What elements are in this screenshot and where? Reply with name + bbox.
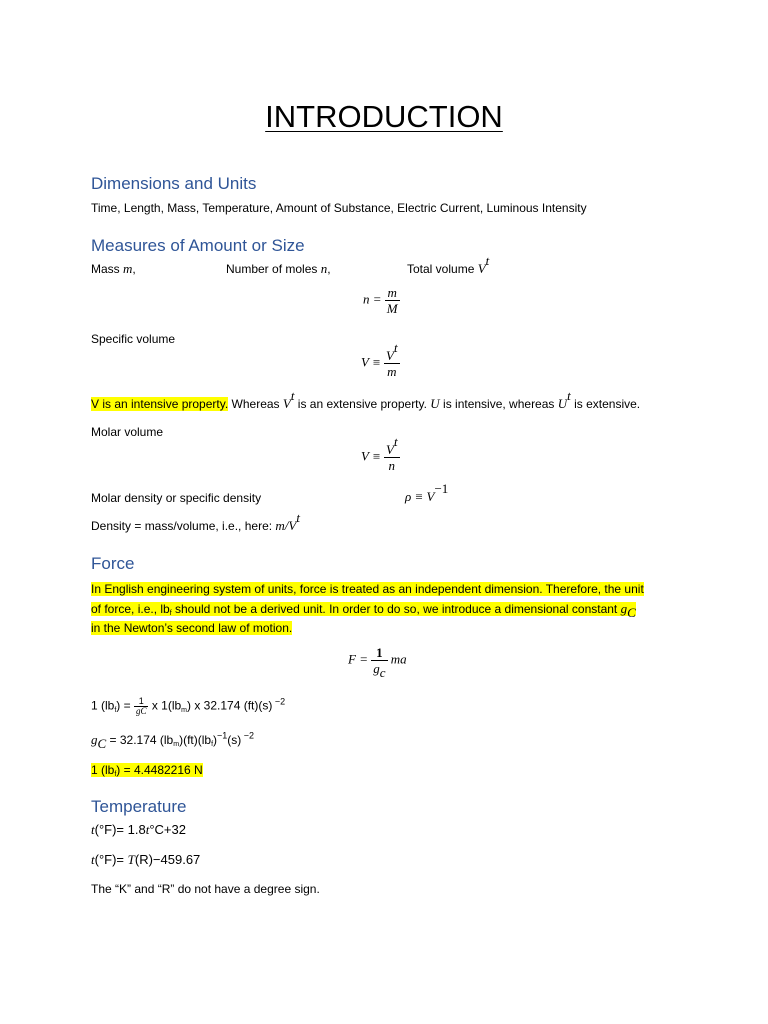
- gc-value: $g_C = 32.174$ $(lb_m)(ft)(lb_f)^{-1}(s)$ $^{-2}$: [91, 730, 255, 751]
- molar-density-label: Molar density or specific density: [91, 491, 262, 505]
- equation-moles: n = $\frac{m}{M}$: [363, 285, 398, 316]
- equation-newton-second-law: F = $\frac{1}{g_c}$ ma: [348, 645, 407, 680]
- dimensions-list: Time, Length, Mass, Temperature, Amount of Substance, Electric Current, Luminous Intensity: [91, 201, 587, 215]
- degree-sign-note: The “K” and “R” do not have a degree sign.: [91, 882, 320, 896]
- pound-force-conversion: 1 $(lb_f)$ = $\frac{1}{gC}$ x $1(lb_m)$ x 32.174 (ft)(s) $^{-2}$: [91, 696, 286, 716]
- temperature-equation-rankine: t(°F)= T(R)−459.67: [91, 852, 201, 867]
- moles-label: Number of moles n,: [226, 261, 331, 276]
- heading-force: Force: [91, 554, 135, 573]
- temperature-equation-celsius: t(°F)= 1.8t°C+32: [91, 822, 186, 837]
- equation-molar-volume: V ≡ $\frac{V^t}{n}$: [361, 434, 398, 473]
- equation-specific-volume: V ≡ $\frac{V^t}{m}$: [361, 340, 398, 379]
- mass-label: Mass m,: [91, 261, 136, 276]
- density-definition: Density = mass/volume, i.e., here: $m/V^t$: [91, 510, 300, 533]
- total-volume-label: Total volume $V^t$: [407, 253, 490, 276]
- heading-dimensions-and-units: Dimensions and Units: [91, 174, 257, 193]
- page-title: INTRODUCTION: [265, 99, 503, 134]
- equation-molar-density: $\rho \equiv V^{-1}$: [405, 481, 449, 504]
- heading-measures-of-amount: Measures of Amount or Size: [91, 236, 305, 255]
- molar-volume-label: Molar volume: [91, 425, 164, 439]
- heading-temperature: Temperature: [91, 797, 187, 816]
- specific-volume-label: Specific volume: [91, 332, 176, 346]
- pound-force-newtons: 1 $(lb_f) = 4.4482216$ N: [91, 763, 203, 779]
- intensive-property-sentence: V is an intensive property. Whereas $V^t$ is an extensive property. U is intensive, whereas $U^t$ is extensive.: [91, 388, 641, 411]
- intensive-highlight: V is an intensive property.: [91, 397, 229, 411]
- force-paragraph: In English engineering system of units, force is treated as an independent dimension. Therefore, the unit of force, i.e., $lb_f$ should not be a derived unit. In order to do so, we introduce a dimensional constant $g_C$ in the Newton’s second law of motion.: [91, 582, 644, 635]
